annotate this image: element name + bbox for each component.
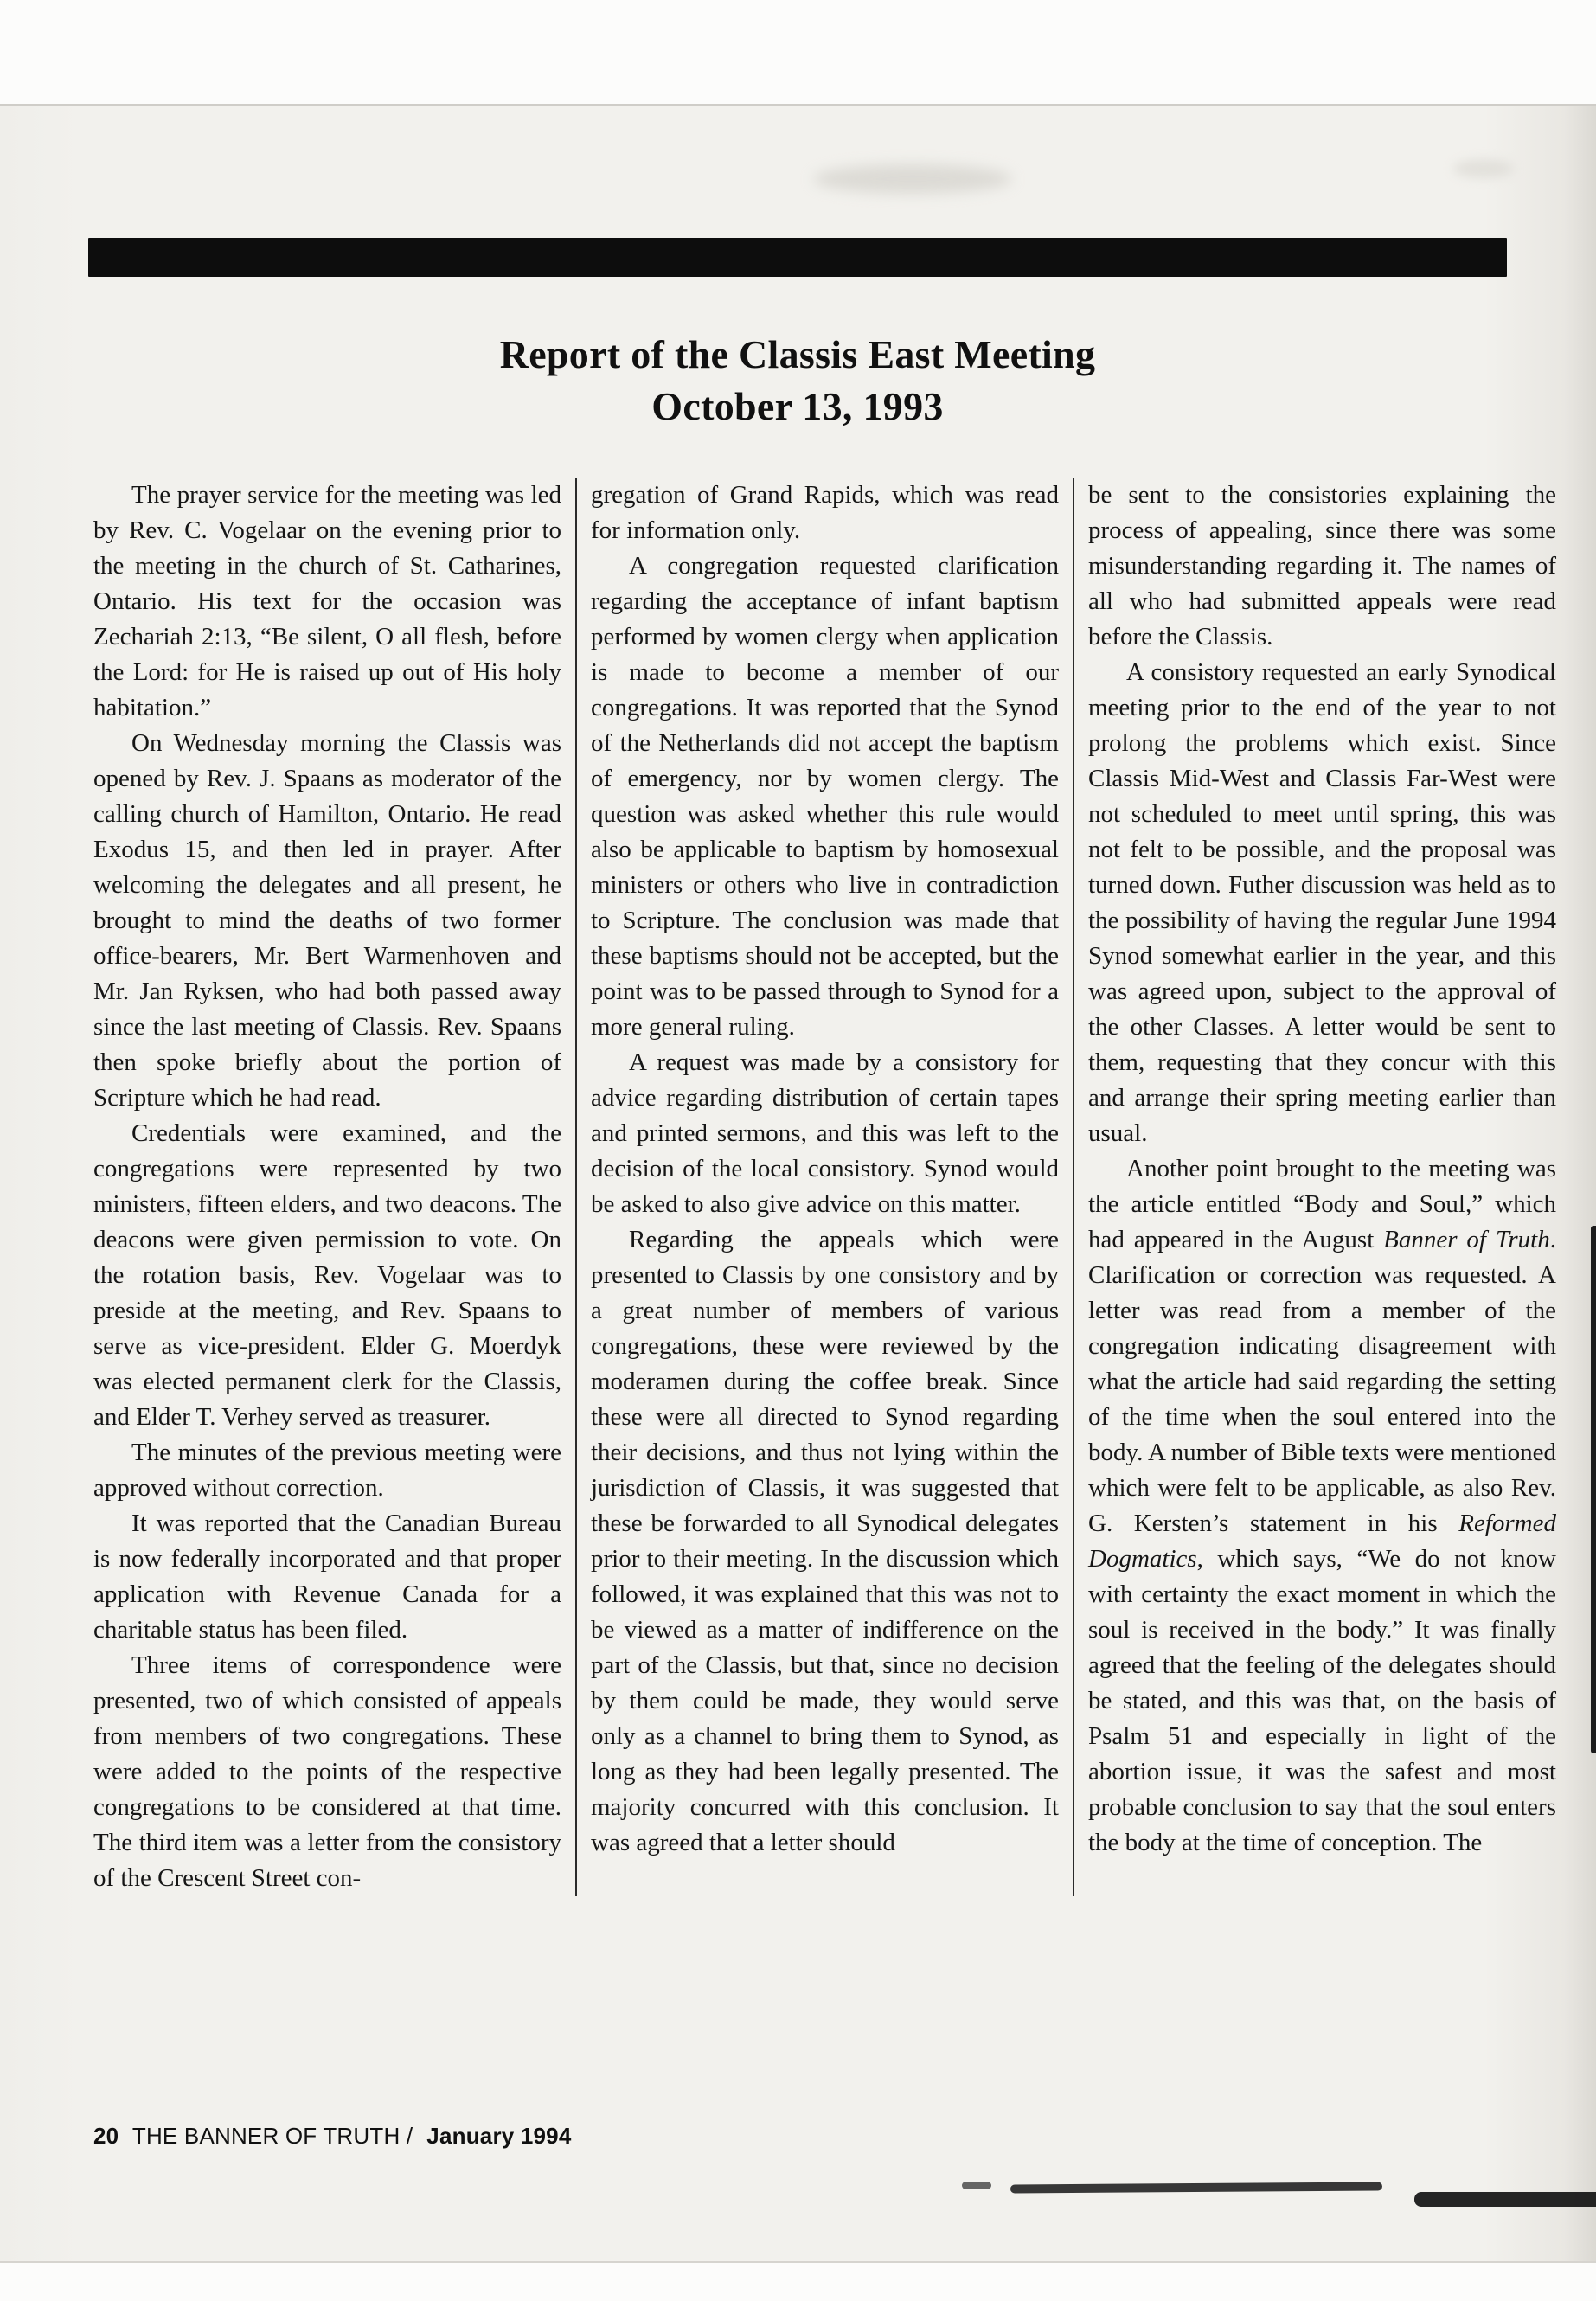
footer-issue-date: January 1994 (426, 2123, 572, 2149)
article-title-line1: Report of the Classis East Meeting (499, 332, 1096, 376)
paragraph: Three items of correspondence were presented, two of which consisted of appeals from members of two congregations. These were added to the points of the respective congregations to be considered at that time. The third item was a letter from the consistory of the Crescent Street con- (93, 1651, 561, 1892)
article-column-2 (591, 478, 1059, 1896)
article-column-1 (93, 478, 561, 1896)
paragraph (1088, 1151, 1556, 1861)
paragraph: Credentials were examined, and the congregations were represented by two ministers, fifteen elders, and two deacons. The deacons were given permission to vote. On the rotation basis, Rev. Vogelaar was to preside at the meeting, and Rev. Spaans to serve as vice-president. Elder G. Moerdyk was elected permanent clerk for the Classis, and Elder T. Verhey served as treasurer. (93, 1119, 561, 1431)
column-rule (1073, 478, 1074, 1896)
scan-artifact-ghost-2 (1453, 159, 1514, 178)
scan-artifact-ghost (813, 164, 1012, 194)
article-title-line2: October 13, 1993 (651, 384, 944, 428)
paragraph: The prayer service for the meeting was led by Rev. C. Vogelaar on the evening prior to the meeting in the church of St. Catharines, Ontario. His text for the occasion was Zechariah 2:13, “Be silent, O all flesh, before the Lord: for He is raised up out of His holy habitation.” (93, 481, 561, 721)
article-column-3 (1088, 478, 1556, 1896)
text-run: Another point brought to the meeting was the article entitled “Body and Soul,” which had appeared in the August (1088, 1155, 1556, 1253)
column-rule (575, 478, 577, 1896)
paragraph: A congregation requested clarification regarding the acceptance of infant baptism performed by women clergy when application is made to become a member of our congregations. It was reported that the Synod of the Netherlands did not accept the baptism of emergency, nor by women clergy. The question was asked whether this rule would also be applicable to baptism by homosexual ministers or others who live in contradiction to Scripture. The conclusion was made that these baptisms should not be accepted, but the point was to be passed through to Synod for a more general ruling. (591, 552, 1059, 1041)
scan-artifact-smudge (1010, 2182, 1382, 2193)
scan-artifact-smudge (1414, 2192, 1596, 2207)
text-run: . Clarification or correction was requested. A letter was read from a member of the congregation indicating disagreement with what the article had said regarding the setting of the time when the soul entered into the body. A number of Bible texts were mentioned which were felt to be applicable, as also Rev. G. Kersten’s statement in his (1088, 1226, 1556, 1537)
paragraph: Regarding the appeals which were presented to Classis by one consistory and by a great number of members of various congregations, these were reviewed by the moderamen during the coffee break. Since these were all directed to Synod regarding their decisions, and thus not lying within the jurisdiction of Classis, it was suggested that these be forwarded to all Synodical delegates prior to their meeting. In the discussion which followed, it was explained that this was not to be viewed as a matter of indifference on the part of the Classis, but that, since no decision by them could be made, they would serve only as a channel to bring them to Synod, as long as they had been legally presented. The majority concurred with this conclusion. It was agreed that a letter should (591, 1226, 1059, 1856)
publication-title-italic: Banner of Truth (1383, 1226, 1550, 1253)
paragraph: On Wednesday morning the Classis was opened by Rev. J. Spaans as moderator of the calling church of Hamilton, Ontario. He read Exodus 15, and then led in prayer. After welcoming the delegates and all present, he brought to mind the deaths of two former office-bearers, Mr. Bert Warmenhoven and Mr. Jan Ryksen, who had both passed away since the last meeting of Classis. Rev. Spaans then spoke briefly about the portion of Scripture which he had read. (93, 729, 561, 1112)
publication-title-italic: Reformed Dogmatics (1088, 1509, 1556, 1573)
footer-page-number: 20 (93, 2123, 119, 2149)
article-title (88, 329, 1507, 433)
masthead-bar (88, 238, 1507, 277)
paragraph: A consistory requested an early Synodical meeting prior to the end of the year to not prolong the problems which exist. Since Classis Mid-West and Classis Far-West were not scheduled to meet until spring, this was not felt to be possible, and the proposal was turned down. Futher discussion was held as to the possibility of having the regular June 1994 Synod somewhat earlier in the year, and this was agreed upon, subject to the approval of the other Classes. A letter would be sent to them, requesting that they concur with this and arrange their spring meeting earlier than usual. (1088, 658, 1556, 1147)
paragraph-continuation: be sent to the consistories explaining the process of appealing, since there was some misunderstanding regarding it. The names of all who had submitted appeals were read before the Classis. (1088, 481, 1556, 651)
page-footer (93, 2123, 571, 2150)
scan-artifact-smudge (962, 2182, 991, 2189)
paragraph: The minutes of the previous meeting were approved without correction. (93, 1439, 561, 1502)
paragraph-continuation: gregation of Grand Rapids, which was read for information only. (591, 481, 1059, 544)
footer-magazine-title: THE BANNER OF TRUTH / (131, 2123, 413, 2149)
paragraph: A request was made by a consistory for advice regarding distribution of certain tapes and printed sermons, and this was left to the decision of the local consistory. Synod would be asked to also give advice on this matter. (591, 1048, 1059, 1218)
text-run: , which says, “We do not know with certainty the exact moment in which the soul is received in the body.” It was finally agreed that the feeling of the delegates should be stated, and this was that, on the basis of Psalm 51 and especially in light of the abortion issue, it was the safest and most probable conclusion to say that the soul enters the body at the time of conception. The (1088, 1545, 1556, 1856)
paragraph: It was reported that the Canadian Bureau is now federally incorporated and that proper application with Revenue Canada for a charitable status has been filed. (93, 1509, 561, 1644)
scan-artifact-edge-line (1591, 1226, 1596, 1753)
article-columns (93, 478, 1559, 1896)
scanned-page (0, 104, 1596, 2263)
